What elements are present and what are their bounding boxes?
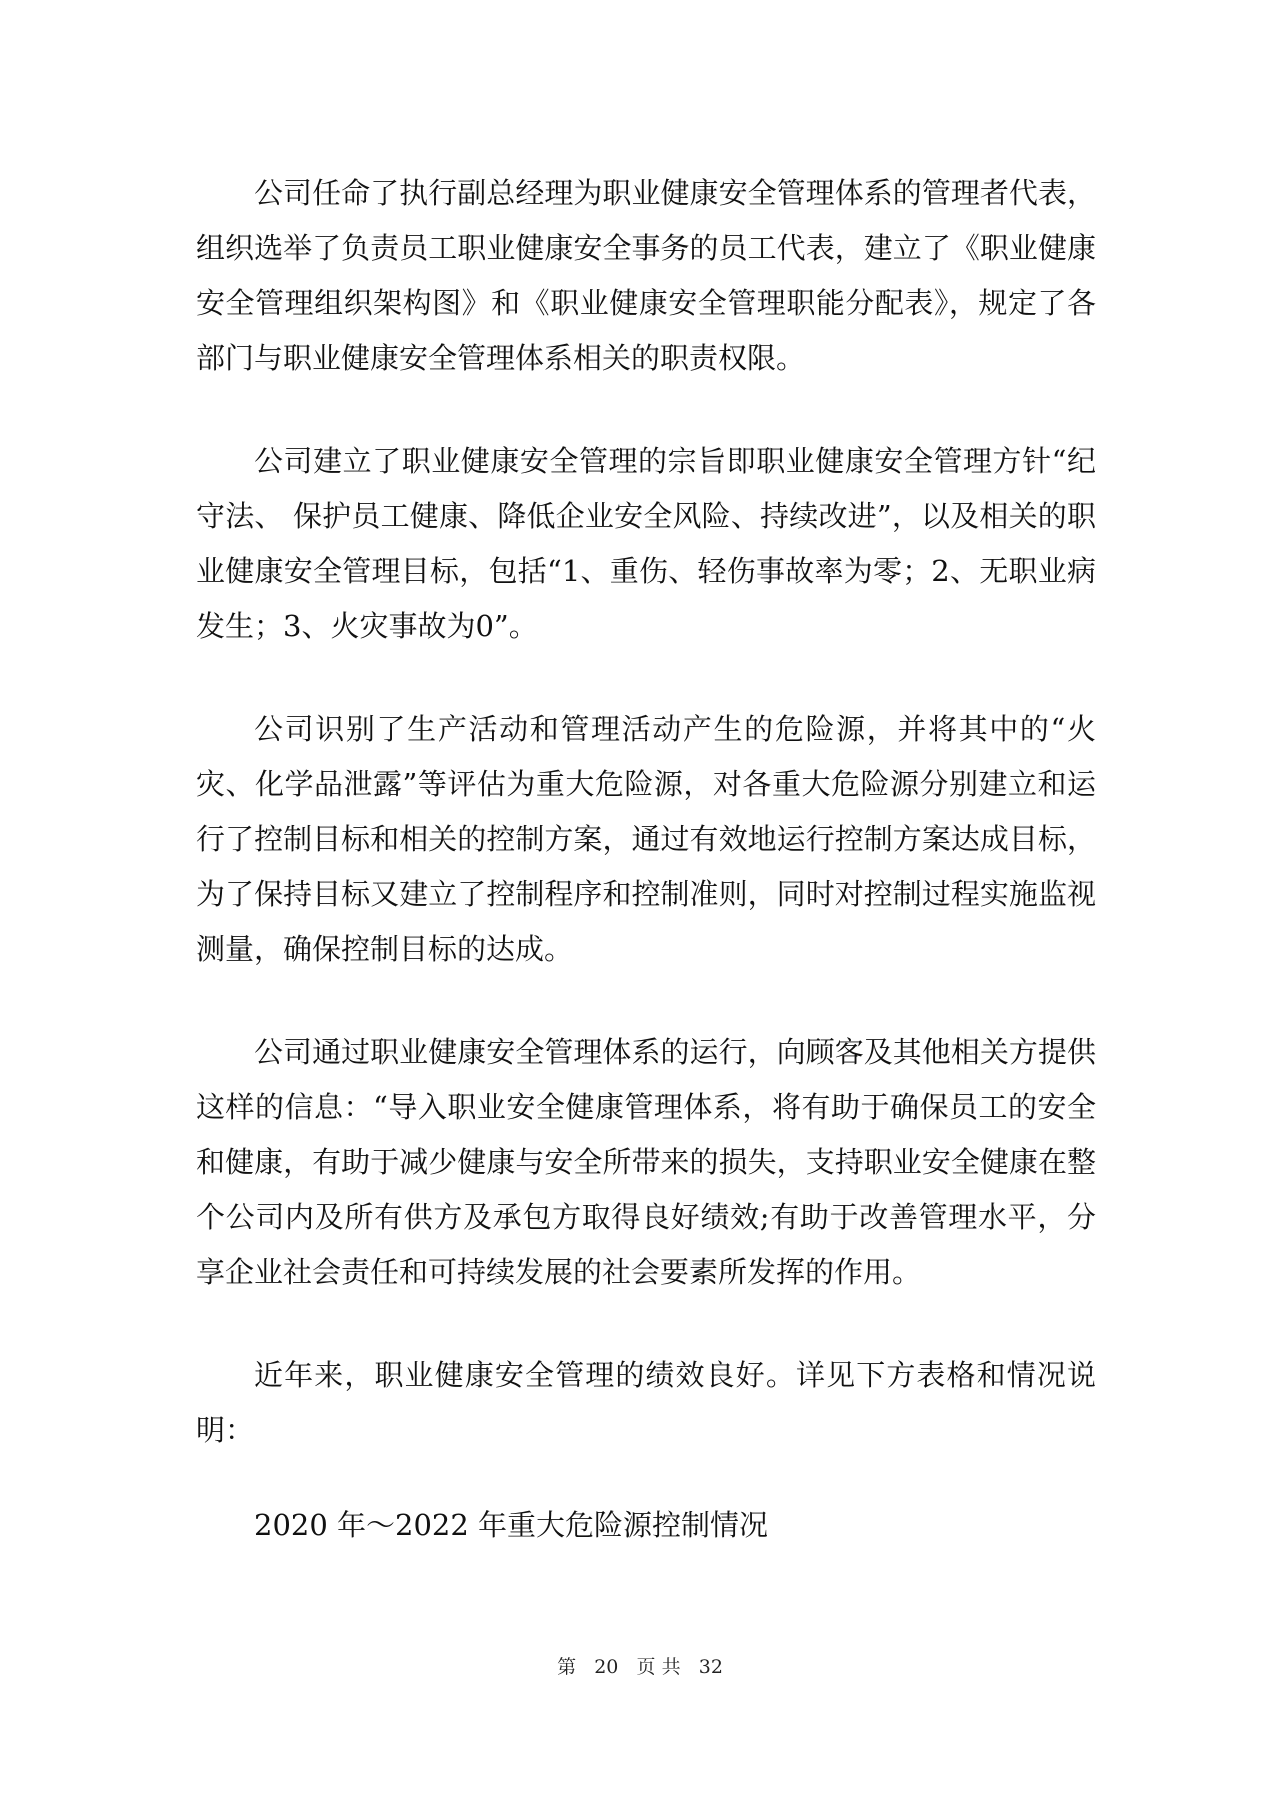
footer-prefix: 第: [557, 1656, 577, 1678]
footer-middle: 页 共: [636, 1656, 681, 1678]
table-title: 2020 年～2022 年重大危险源控制情况: [254, 1508, 769, 1542]
footer-total-pages: 32: [698, 1656, 723, 1678]
footer-page-number: 20: [594, 1656, 619, 1678]
paragraph-hazard-identification: 公司识别了生产活动和管理活动产生的危险源，并将其中的“火灾、化学品泄露”等评估为重大危险源，对各重大危险源分别建立和运行了控制目标和相关的控制方案，通过有效地运行控制方案达成目标，为了保持目标又建立了控制程序和控制准则，同时对控制过程实施监视测量，确保控制目标的达成。: [196, 712, 1096, 966]
page-footer: [0, 1655, 1280, 1679]
body-text: [196, 166, 1096, 1553]
paragraph-management-representative: 公司任命了执行副总经理为职业健康安全管理体系的管理者代表，组织选举了负责员工职业健康安全事务的员工代表，建立了《职业健康安全管理组织架构图》和《职业健康安全管理职能分配表》，规定了各部门与职业健康安全管理体系相关的职责权限。: [196, 176, 1096, 375]
paragraph-policy-objectives: 公司建立了职业健康安全管理的宗旨即职业健康安全管理方针“纪守法、 保护员工健康、降低企业安全风险、持续改进”，以及相关的职业健康安全管理目标，包括“1、重伤、轻伤事故率为零；2、无职业病发生；3、火灾事故为0”。: [196, 444, 1096, 643]
paragraph-stakeholder-information: 公司通过职业健康安全管理体系的运行，向顾客及其他相关方提供这样的信息：“导入职业安全健康管理体系，将有助于确保员工的安全和健康，有助于减少健康与安全所带来的损失，支持职业安全健康在整个公司内及所有供方及承包方取得良好绩效;有助于改善管理水平，分享企业社会责任和可持续发展的社会要素所发挥的作用。: [196, 1035, 1096, 1289]
paragraph-performance-intro: 近年来，职业健康安全管理的绩效良好。详见下方表格和情况说明：: [196, 1358, 1096, 1447]
